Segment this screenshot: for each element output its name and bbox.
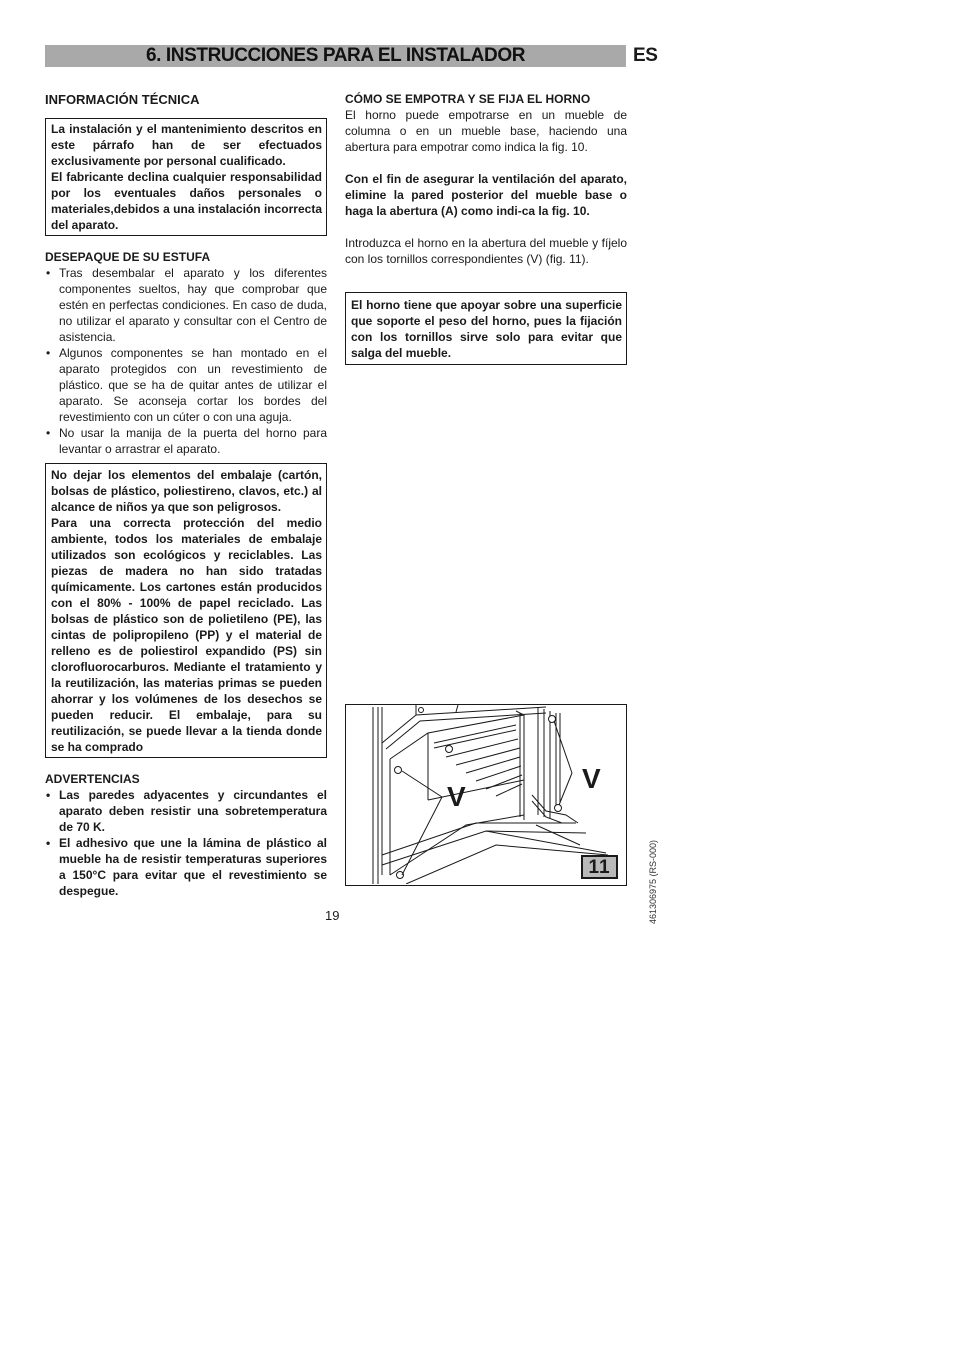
section-title-bar <box>45 45 626 67</box>
left-column <box>45 91 327 899</box>
info-heading: INFORMACIÓN TÉCNICA <box>45 92 200 107</box>
right-column <box>345 91 627 365</box>
packaging-paragraph: No dejar los elementos del embalaje (cartón, bolsas de plástico, poliestireno, clavos, etc.) al alcance de niños ya que son peligrosos. <box>51 468 322 514</box>
support-text: El horno tiene que apoyar sobre una superficie que soporte el peso del horno, pues la fijación con los tornillos sirve solo para evitar que salga del mueble. <box>351 298 622 360</box>
warnings-heading: ADVERTENCIAS <box>45 772 140 786</box>
fixing-paragraph: Introduzca el horno en la abertura del mueble y fíjelo con los tornillos correspondientes (V) (fig. 11). <box>345 236 627 266</box>
list-item: • Las paredes adyacentes y circundantes el aparato deben resistir una sobretemperatura de 70 K. <box>45 787 327 835</box>
list-item: • No usar la manija de la puerta del horno para levantar o arrastrar el aparato. <box>45 425 327 457</box>
list-item: • Algunos componentes se han montado en el aparato protegidos con un revestimiento de plástico. que se ha de quitar antes de utilizar el aparato. Se aconseja cortar los bordes del revestimiento con un cúter o con una aguja. <box>45 345 327 425</box>
packaging-box <box>45 463 327 758</box>
language-code: ES <box>633 45 658 66</box>
unpack-heading: DESEPAQUE DE SU ESTUFA <box>45 250 211 264</box>
figure-number: 11 <box>581 855 618 879</box>
ventilation-paragraph: Con el fin de asegurar la ventilación del aparato, elimine la pared posterior del mueble base o haga la abertura (A) como indi-ca la fig. 10. <box>345 172 627 218</box>
warnings-list <box>45 787 327 899</box>
screw-label-left: V <box>447 781 466 812</box>
oven-fixing-figure <box>345 704 627 886</box>
section-title: 6. INSTRUCCIONES PARA EL INSTALADOR <box>145 45 526 66</box>
list-item: • El adhesivo que une la lámina de plástico al mueble ha de resistir temperaturas superiores a 150°C para evitar que el revestimiento se despegue. <box>45 835 327 899</box>
info-box-paragraph: El fabricante declina cualquier responsabilidad por los eventuales daños personales o materiales,debidos a una instalación incorrecta del aparato. <box>51 170 322 232</box>
document-code: 461306975 (RS-000) <box>648 839 658 924</box>
support-box <box>345 292 627 365</box>
page-number: 19 <box>325 908 340 923</box>
mount-heading: CÓMO SE EMPOTRA Y SE FIJA EL HORNO <box>345 92 591 106</box>
list-item: • Tras desembalar el aparato y los diferentes componentes sueltos, hay que comprobar que estén en perfectas condiciones. En caso de duda, no utilizar el aparato y consultar con el Centro de asistencia. <box>45 265 327 345</box>
info-warning-box <box>45 118 327 236</box>
packaging-paragraph: Para una correcta protección del medio ambiente, todos los materiales de embalaje utilizados son ecológicos y reciclables. Las piezas de madera no han sido tratadas químicamente. Los cartones están producidos con el 80% - 100% de papel reciclado. Las bolsas de plástico son de polietileno (PE), las cintas de polipropileno (PP) y el material de relleno es de poliestirol expandido (PS) sin clorofluorocarburos. Mediante el tratamiento y la reutilización, las materias primas se pueden ahorrar y los volúmenes de los desechos se pueden reducir. El embalaje, para su reutilización, se puede llevar a la tienda donde se ha comprado <box>51 516 322 754</box>
unpack-list <box>45 265 327 457</box>
mount-paragraph: El horno puede empotrarse en un mueble de columna o en un mueble base, haciendo una abertura para empotrar como indica la fig. 10. <box>345 108 627 154</box>
screw-label-right: V <box>582 763 601 794</box>
info-box-paragraph: La instalación y el mantenimiento descritos en este párrafo han de ser efectuados exclusivamente por personal cualificado. <box>51 122 322 168</box>
